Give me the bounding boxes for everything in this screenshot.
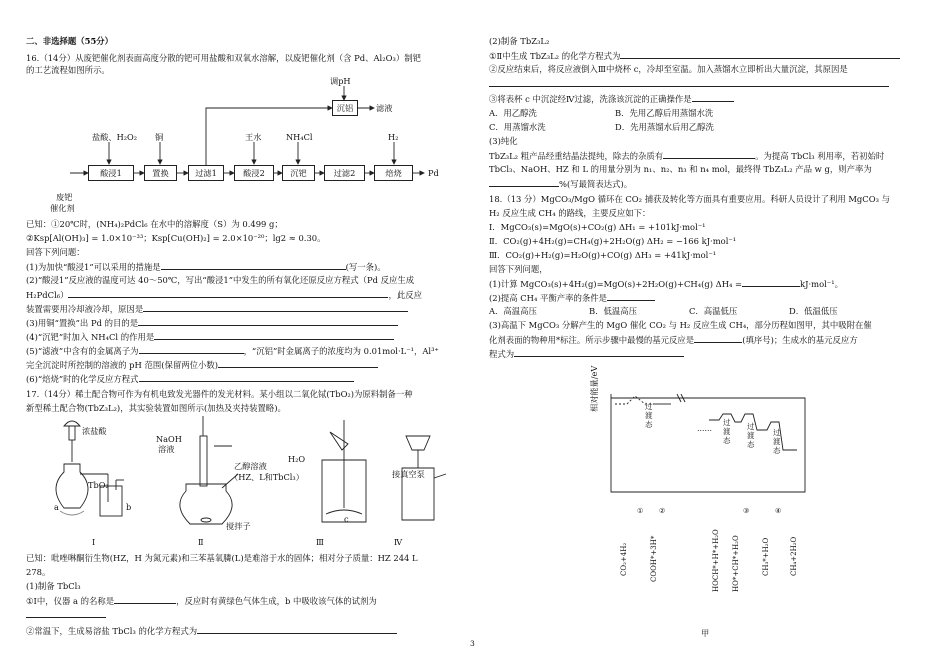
q17-part-3c: %(写最简表达式)。	[489, 178, 632, 190]
q17-intro-line2: 新型稀土配合物(TbZ₃L₂)，其实验装置如图所示(加热及夹持装置略)。	[26, 403, 286, 413]
diagram-ts-3: 过渡态	[747, 422, 755, 449]
q18-option-b: B．低温高压	[589, 306, 638, 316]
flow-step-roast: 焙烧	[374, 165, 413, 181]
fig-numeral-1: Ⅰ	[92, 537, 96, 547]
q17-known-1: 已知：吡唑啉酮衍生物(HZ，H 为氮元素)和三苯基氧膦(L)是难溶于水的固体；相对分子质量：HZ 244 L	[26, 553, 418, 563]
fig-a-label: a	[54, 502, 59, 512]
fig-vacuum-label: 接真空泵	[392, 469, 425, 479]
diagram-caption: 甲	[701, 628, 710, 638]
q18-option-d: D．低温低压	[789, 306, 838, 316]
q17-option-b: B．先用乙醇后用蒸馏水洗	[615, 108, 714, 118]
fig-ethanol-label: 乙醇溶液	[234, 461, 267, 471]
q17-part-1-title: (1)制备 TbCl₃	[26, 581, 81, 591]
flow-step-acid-leach-2: 酸浸2	[234, 165, 274, 181]
flow-step-precipitate-al: 沉铝	[332, 100, 358, 116]
diagram-species-5: CH₃*+H₂O	[762, 537, 770, 576]
q17-part-3-title: (3)纯化	[489, 136, 518, 146]
flow-product-label: Pd	[428, 168, 439, 178]
q18-sub-3-line3: 程式为	[489, 348, 684, 360]
q18-reaction-3: Ⅲ．CO₂(g)+H₂(g)=H₂O(g)+CO(g) ΔH₃ = +41kJ·mol⁻¹	[489, 250, 717, 260]
q17-part-2-title: (2)制备 TbZ₃L₂	[489, 36, 550, 46]
diagram-step-3: ③	[743, 507, 750, 515]
q17-part-2b: ②反应结束后，将反应液倒入Ⅲ中烧杯 c，冷却至室温。加入蒸馏水立即析出大量沉淀，其原因是	[489, 64, 848, 74]
diagram-species-3: HOCH*+H*+H₂O	[712, 529, 720, 592]
q16-sub-3: (3)用铜“置换”出 Pd 的目的是	[26, 317, 398, 329]
diagram-ts-4: 过渡态	[773, 428, 781, 455]
flow-reagent-5: NH₄Cl	[286, 132, 313, 142]
q16-intro-line2: 的工艺流程如图所示。	[26, 65, 110, 75]
diagram-species-6: CH₄+2H₂O	[790, 536, 798, 576]
flow-reagent-1: 盐酸、H₂O₂	[92, 132, 137, 142]
q18-option-c: C．高温低压	[689, 306, 738, 316]
diagram-step-1: ①	[637, 507, 644, 515]
flow-filtrate-label: 滤液	[376, 103, 393, 113]
diagram-species-1: CO₂+4H₂	[620, 542, 628, 576]
q17-option-c: C．用蒸馏水洗	[489, 122, 546, 132]
fig-b-label: b	[126, 502, 132, 512]
q16-sub-4: (4)“沉钯”时加入 NH₄Cl 的作用是	[26, 331, 394, 343]
flow-step-filter-1: 过滤1	[188, 165, 224, 181]
diagram-ts-1: 过渡态	[645, 402, 653, 429]
q16-intro-line1: 16.（14分）从废钯催化剂表面高度分散的钯可用盐酸和双氧水溶解，以废钯催化剂（含 Pd、Al₂O₃）制钯	[26, 53, 421, 63]
q18-sub-3-line2: 化剂表面的物种用*标注。所示步骤中最慢的基元反应是 (填序号)；生成水的基元反应方	[489, 335, 858, 345]
flow-reagent-4: 王水	[245, 132, 262, 142]
q16-answer-intro: 回答下列问题：	[26, 247, 85, 257]
fig-naoh-label: NaOH	[156, 434, 182, 444]
q17-part-2a: ①Ⅱ中生成 TbZ₃L₂ 的化学方程式为	[489, 50, 900, 62]
flow-step-precipitate-pd: 沉钯	[282, 165, 315, 181]
fig-water-label: H₂O	[288, 454, 306, 464]
diagram-dots: ……	[697, 424, 712, 433]
q16-sub-2-line3: 装置需要用冷却液冷却，原因是	[26, 303, 408, 315]
flow-step-filter-2: 过滤2	[324, 165, 365, 181]
q16-sub-1: (1)为加快“酸浸1”可以采用的措施是 (写一条)。	[26, 262, 386, 272]
q16-sub-2-line2: H₂PdCl₆） ，此反应	[26, 290, 422, 300]
diagram-ts-2: 过渡态	[723, 418, 731, 445]
fig-conc-hcl-label: 浓盐酸	[82, 426, 107, 436]
q17-option-a: A．用乙醇洗	[489, 108, 537, 118]
q17-part-1b: ②常温下，生成易溶盐 TbCl₃ 的化学方程式为	[26, 625, 397, 637]
q18-intro-line2: H₂ 反应生成 CH₄ 的路线，主要反应如下：	[489, 208, 651, 218]
fig-numeral-4: Ⅳ	[394, 537, 403, 547]
q18-sub-2: (2)提高 CH₄ 平衡产率的条件是	[489, 292, 655, 304]
q17-part-2c: ③将表杯 c 中沉淀经Ⅳ过滤，洗涤该沉淀的正确操作是	[489, 93, 734, 105]
q17-part-3a: TbZ₃L₂ 粗产品经重结晶法提纯，除去的杂质有 。为提高 TbCl₃ 利用率，若初始时	[489, 151, 885, 161]
flow-reagent-2: 铜	[155, 132, 164, 142]
fig-numeral-2: Ⅱ	[198, 537, 204, 547]
fig-stirrer-label: 搅拌子	[226, 521, 251, 531]
q17-option-d: D．先用蒸馏水后用乙醇洗	[615, 122, 714, 132]
q18-intro-line1: 18.（13 分）MgCO₃/MgO 循环在 CO₂ 捕获及转化等方面具有重要应用。科研人员设计了利用 MgCO₃ 与	[489, 194, 890, 204]
q16-sub-6: (6)“焙烧”时的化学反应方程式	[26, 373, 354, 385]
flow-step-replace: 置换	[144, 165, 177, 181]
flow-raw-label: 废钯	[56, 192, 73, 202]
diagram-step-2: ②	[659, 507, 666, 515]
flow-step-acid-leach-1: 酸浸1	[88, 165, 134, 181]
q18-answer-intro: 回答下列问题，	[489, 264, 548, 274]
fig-c-label: c	[344, 514, 349, 524]
q17-part-2b-blank	[489, 78, 889, 90]
flow-reagent-7: H₂	[388, 132, 399, 142]
q16-known-2: ②Ksp[Al(OH)₃] = 1.0×10⁻³³；Ksp[Cu(OH)₂] = 2.0×10⁻²⁰；lg2 ≈ 0.30。	[26, 233, 326, 243]
q18-sub-3-line1: (3)高温下 MgCO₃ 分解产生的 MgO 催化 CO₂ 与 H₂ 反应生成 CH₄，部分历程如图甲，其中吸附在催	[489, 320, 872, 330]
diagram-species-2: COOH*+3H*	[650, 535, 658, 582]
q18-reaction-2: Ⅱ．CO₂(g)+4H₂(g)=CH₄(g)+2H₂O(g) ΔH₂ = −166 kJ·mol⁻¹	[489, 236, 737, 246]
fig-numeral-3: Ⅲ	[316, 537, 324, 547]
q16-sub-5-line2: 完全沉淀时所控制的溶液的 pH 范围(保留两位小数)	[26, 359, 378, 371]
q16-sub-5-line1: (5)“滤液”中含有的金属离子为 ，“沉铝”时金属离子的浓度均为 0.01mol·L⁻¹，Al³⁺	[26, 346, 439, 356]
q17-part-1a-blank	[26, 609, 106, 621]
flow-raw-label-2: 催化剂	[50, 203, 75, 213]
q17-part-3b: TbCl₃、NaOH、HZ 和 L 的用量分别为 n₁、n₂、n₃ 和 n₄ mol，最终得 TbZ₃L₂ 产品 w g，则产率为	[489, 164, 872, 174]
diagram-species-4: HO*+CH*+H₂O	[732, 535, 740, 592]
q16-known-1: 已知：①20℃时，(NH₄)₂PdCl₆ 在水中的溶解度（S）为 0.499 g；	[26, 219, 283, 229]
diagram-step-4: ④	[775, 507, 782, 515]
page-number: 3	[470, 639, 475, 648]
q17-intro-line1: 17.（14分）稀土配合物可作为有机电致发光器件的发光材料。某小组以二氧化铽(TbO₂)为原料制备一种	[26, 389, 413, 399]
q16-sub-2-line1: (2)“酸浸1”反应液的温度可达 40～50℃，写出“酸浸1”中发生的所有氧化还原反应方程式（Pd 反应生成	[26, 275, 415, 285]
q18-reaction-1: Ⅰ．MgCO₃(s)=MgO(s)+CO₂(g) ΔH₁ = +101kJ·mol⁻¹	[489, 222, 706, 232]
q17-part-1a: ①Ⅰ中，仪器 a 的名称是 ，反应时有黄绿色气体生成，b 中吸收该气体的试剂为	[26, 596, 377, 606]
flow-adjust-ph-label: 调pH	[330, 76, 351, 86]
fig-tbo2-label: TbO₂	[88, 480, 109, 490]
diagram-y-axis-label: 相对能量/eV	[589, 365, 599, 412]
section-header: 二、非选择题（55分）	[26, 36, 114, 46]
fig-ethanol-label-2: （HZ、L和TbCl₃）	[230, 472, 304, 482]
q17-known-2: 278。	[26, 567, 51, 577]
q18-option-a: A．高温高压	[489, 306, 537, 316]
q18-sub-1: (1)计算 MgCO₃(s)+4H₂(g)=MgO(s)+2H₂O(g)+CH₄(g) ΔH₄ = kJ·mol⁻¹。	[489, 279, 843, 289]
fig-naoh-label-2: 溶液	[158, 444, 175, 454]
